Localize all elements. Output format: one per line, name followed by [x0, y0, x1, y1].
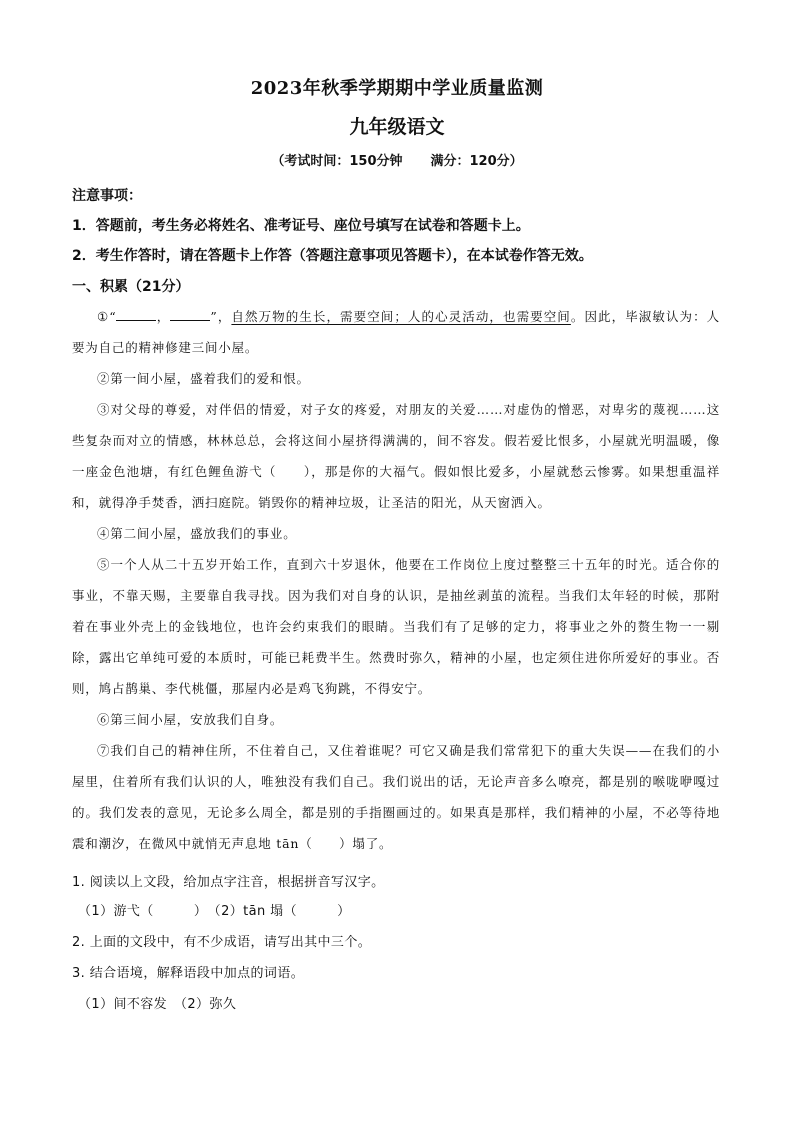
passage-paragraph-4: ④第二间小屋，盛放我们的事业。 — [97, 526, 297, 541]
fill-blank-2 — [170, 306, 210, 321]
notes-item-2: 2．考生作答时，请在答题卡上作答（答题注意事项见答题卡），在本试卷作答无效。 — [72, 248, 593, 264]
notes-heading: 注意事项： — [72, 188, 142, 204]
exam-meta — [0, 150, 794, 169]
question-1-parts: （1）游弋（ ） （2）tān 塌（ ） — [78, 904, 351, 919]
underlined-sentence: 自然万物的生长，需要空间；人的心灵活动，也需要空间 — [231, 309, 571, 324]
passage-paragraph-2: ②第一间小屋，盛着我们的爱和恨。 — [97, 371, 310, 386]
question-1: 1. 阅读以上文段，给加点字注音，根据拼音写汉字。 — [72, 875, 385, 890]
passage-paragraph-3: ③对父母的尊爱，对伴侣的情爱，对子女的疼爱，对朋友的关爱……对虚伪的憎恶，对卑劣的蔑视……这些复杂而对立的情感，林林总总，会将这间小屋挤得满满的，间不容发。假若爱比恨多，小屋就光明温暖，像一座金色池塘，有红色鲤鱼游弋（ ），那是你的大福气。假如恨比爱多，小屋就愁云惨雾。如果想重温祥和，就得净手焚香，洒扫庭院。销毁你的精神垃圾，让圣洁的阳光，从天窗洒入。 — [72, 402, 720, 510]
notes-item-1: 1．答题前，考生务必将姓名、准考证号、座位号填写在试卷和答题卡上。 — [72, 218, 530, 234]
section-1-heading: 一、积累（21分） — [72, 279, 190, 295]
exam-score: 满分：120分） — [430, 154, 523, 169]
passage-paragraph-1: ①“ ， ”，自然万物的生长，需要空间；人的心灵活动，也需要空间。因此，毕淑敏认为：人要为自己的精神修建三间小屋。 — [72, 301, 720, 363]
exam-title: 2023年秋季学期期中学业质量监测 — [250, 78, 544, 99]
question-2: 2. 上面的文段中，有不少成语，请写出其中三个。 — [72, 935, 372, 950]
passage-paragraph-7: ⑦我们自己的精神住所，不住着自己，又住着谁呢？可它又确是我们常常犯下的重大失误——在我们的小屋里，住着所有我们认识的人，唯独没有我们自己。我们说出的话，无论声音多么嘹亮，都是别的喉咙咿嘎过的。我们发表的意见，无论多么周全，都是别的手指圈画过的。如果真是那样，我们精神的小屋，不必等待地震和潮汐，在微风中就悄无声息地 tān（ ）塌了。 — [72, 743, 720, 851]
question-3-parts: （1）间不容发 （2）弥久 — [78, 997, 237, 1012]
exam-time: （考试时间：150分钟 — [271, 154, 403, 169]
fill-blank-1 — [116, 306, 156, 321]
passage-paragraph-6: ⑥第三间小屋，安放我们自身。 — [97, 712, 284, 727]
passage-paragraph-5: ⑤一个人从二十五岁开始工作，直到六十岁退休，他要在工作岗位上度过整整三十五年的时光。适合你的事业，不靠天赐，主要靠自我寻找。因为我们对自身的认识，是抽丝剥茧的流程。当我们太年轻的时候，那附着在事业外壳上的金钱地位，也许会约束我们的眼睛。当我们有了足够的定力，将事业之外的赘生物一一剔除，露出它单纯可爱的本质时，可能已耗费半生。然费时弥久，精神的小屋，也定须住进你所爱好的事业。否则，鸠占鹊巢、李代桃僵，那屋内必是鸡飞狗跳，不得安宁。 — [72, 557, 720, 696]
question-3: 3. 结合语境，解释语段中加点的词语。 — [72, 966, 305, 981]
exam-subtitle: 九年级语文 — [349, 116, 445, 138]
